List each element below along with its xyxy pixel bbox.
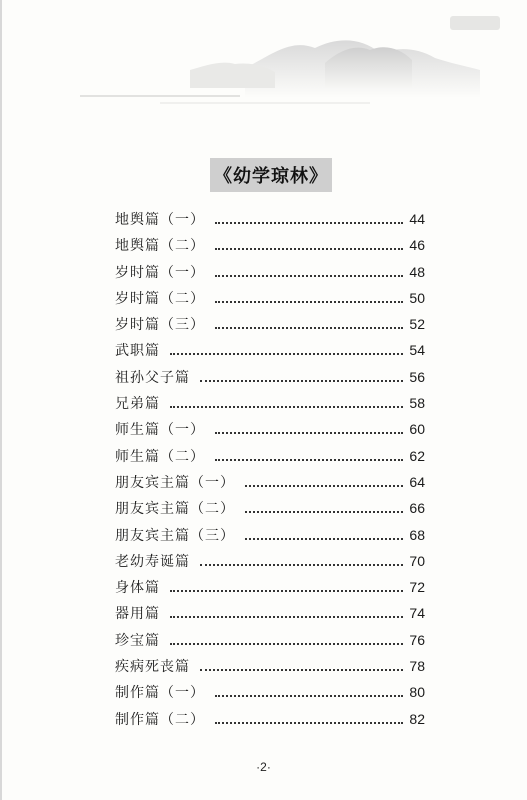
toc-entry-title: 地舆篇（一） — [115, 212, 205, 228]
toc-entry-title: 制作篇（二） — [115, 711, 205, 728]
toc-dot-leader — [170, 643, 403, 645]
toc-entry-title: 器用篇 — [115, 606, 160, 623]
toc-entry[interactable] — [115, 679, 425, 705]
toc-entry-page: 52 — [409, 316, 425, 333]
toc-entry-title: 珍宝篇 — [115, 632, 160, 649]
toc-entry-page: 64 — [409, 473, 425, 490]
toc-entry-page: 74 — [409, 605, 425, 622]
section-title: 《幼学琼林》 — [210, 158, 332, 192]
toc-dot-leader — [215, 248, 403, 250]
toc-entry-title: 朋友宾主篇（二） — [115, 501, 235, 518]
toc-entry[interactable] — [115, 706, 425, 732]
page-number: ·2· — [256, 760, 271, 774]
toc-entry-title: 朋友宾主篇（三） — [115, 527, 235, 544]
toc-dot-leader — [245, 538, 403, 540]
toc-entry[interactable] — [115, 206, 425, 232]
toc-entry[interactable] — [115, 495, 425, 521]
toc-entry-page: 46 — [409, 237, 425, 254]
toc-dot-leader — [215, 222, 403, 224]
toc-entry[interactable] — [115, 627, 425, 653]
toc-entry-page: 68 — [409, 526, 425, 543]
toc-entry-title: 岁时篇（二） — [115, 290, 205, 307]
toc-entry[interactable] — [115, 653, 425, 679]
toc-entry-title: 朋友宾主篇（一） — [115, 474, 235, 491]
toc-entry-title: 祖孙父子篇 — [115, 369, 190, 386]
toc-entry-title: 师生篇（一） — [115, 422, 205, 439]
toc-entry-page: 80 — [409, 684, 425, 701]
toc-dot-leader — [170, 616, 403, 618]
toc-entry-title: 岁时篇（一） — [115, 264, 205, 281]
toc-dot-leader — [215, 301, 403, 303]
toc-entry-title: 制作篇（一） — [115, 685, 205, 702]
toc-dot-leader — [200, 380, 403, 382]
toc-dot-leader — [215, 275, 403, 277]
toc-dot-leader — [215, 459, 403, 461]
toc-entry[interactable] — [115, 574, 425, 600]
toc-entry-title: 地舆篇（二） — [115, 238, 205, 255]
toc-entry-page: 60 — [409, 421, 425, 438]
toc-dot-leader — [170, 406, 403, 408]
toc-entry[interactable] — [115, 259, 425, 285]
toc-entry-page: 54 — [409, 342, 425, 359]
toc-entry-title: 疾病死丧篇 — [115, 659, 190, 676]
toc-entry[interactable] — [115, 443, 425, 469]
toc-entry-title: 武职篇 — [115, 343, 160, 360]
toc-entry[interactable] — [115, 364, 425, 390]
toc-entry-page: 78 — [409, 658, 425, 675]
toc-entry-title: 身体篇 — [115, 580, 160, 597]
page-edge — [0, 0, 2, 800]
toc-entry[interactable] — [115, 469, 425, 495]
toc-entry[interactable] — [115, 390, 425, 416]
toc-entry-page: 50 — [409, 289, 425, 306]
toc-dot-leader — [170, 590, 403, 592]
toc-dot-leader — [200, 564, 403, 566]
toc-entry[interactable] — [115, 337, 425, 363]
toc-entry-page: 66 — [409, 500, 425, 517]
toc-entry-page: 48 — [409, 263, 425, 280]
toc-entry-page: 82 — [409, 710, 425, 727]
toc-entry[interactable] — [115, 548, 425, 574]
toc-entry-page: 44 — [409, 211, 425, 227]
toc-entry-page: 76 — [409, 631, 425, 648]
toc-entry-title: 兄弟篇 — [115, 396, 160, 413]
toc-entry-page: 58 — [409, 395, 425, 412]
toc-entry[interactable] — [115, 232, 425, 258]
toc-entry[interactable] — [115, 311, 425, 337]
toc-dot-leader — [215, 722, 403, 724]
toc-entry[interactable] — [115, 522, 425, 548]
toc-dot-leader — [215, 432, 403, 434]
toc-entry-page: 72 — [409, 579, 425, 596]
toc-entry[interactable] — [115, 416, 425, 442]
toc-dot-leader — [170, 353, 403, 355]
toc-dot-leader — [245, 511, 403, 513]
toc-dot-leader — [200, 669, 403, 671]
toc-entry[interactable] — [115, 600, 425, 626]
toc-entry-title: 岁时篇（三） — [115, 317, 205, 334]
toc-dot-leader — [215, 695, 403, 697]
toc-entry-page: 62 — [409, 447, 425, 464]
toc-dot-leader — [215, 327, 403, 329]
table-of-contents — [115, 206, 425, 732]
toc-entry-page: 70 — [409, 552, 425, 569]
mountain-header-illustration — [40, 8, 510, 108]
toc-entry-title: 老幼寿诞篇 — [115, 553, 190, 570]
toc-entry[interactable] — [115, 285, 425, 311]
toc-dot-leader — [245, 485, 403, 487]
toc-entry-page: 56 — [409, 368, 425, 385]
toc-entry-title: 师生篇（二） — [115, 448, 205, 465]
